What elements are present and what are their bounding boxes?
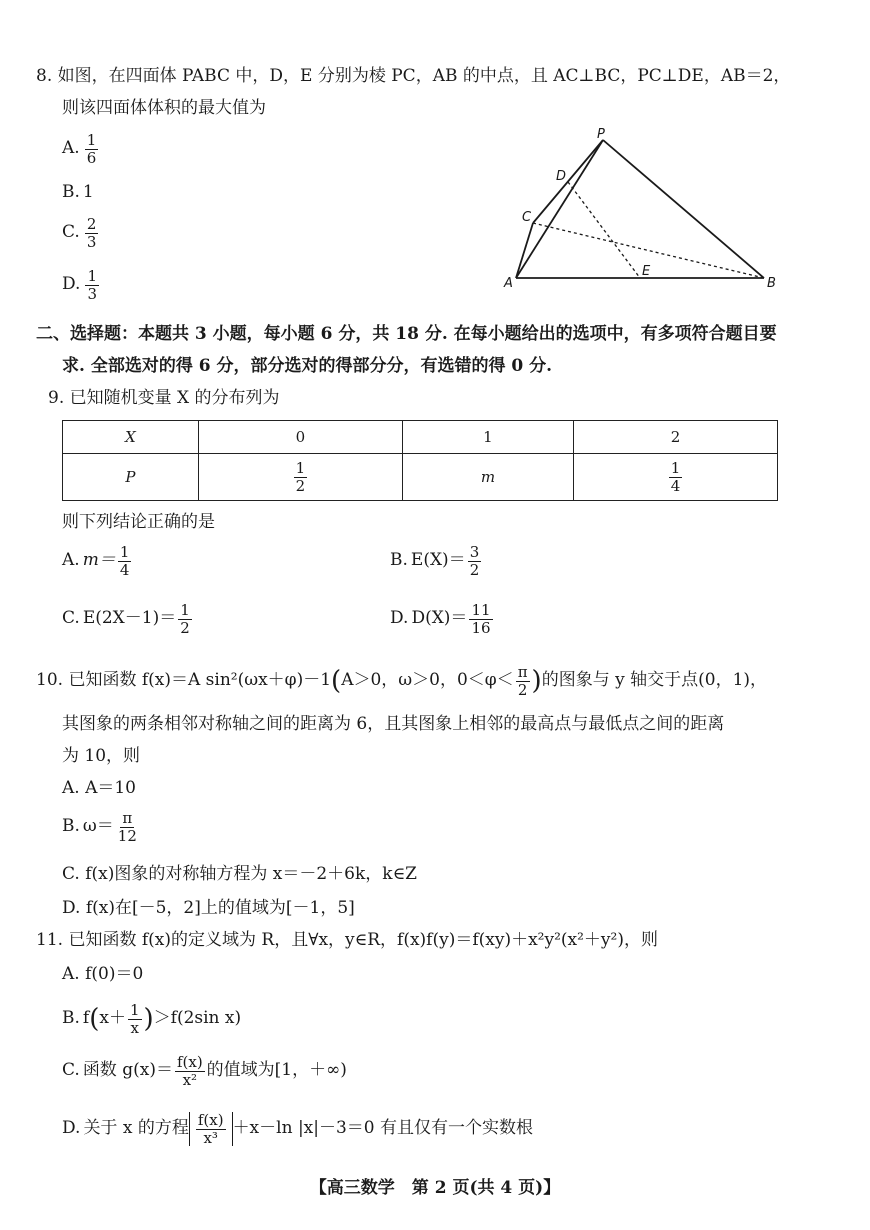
- fraction-den: 2: [295, 476, 306, 495]
- option-label: A.: [62, 138, 80, 159]
- label-p: P: [597, 127, 605, 142]
- tetrahedron-figure: [495, 125, 785, 295]
- option-label: A.: [62, 550, 80, 571]
- fraction-den: x: [130, 1018, 139, 1037]
- paren-open: (: [89, 1004, 100, 1034]
- table-row: [63, 421, 778, 454]
- fraction-den: 6: [86, 148, 97, 167]
- fraction: [85, 268, 99, 302]
- option-text: D(X)＝: [411, 608, 468, 629]
- option-label: D.: [62, 1118, 81, 1139]
- fraction-num: f(x): [197, 1111, 224, 1129]
- option-label: B.: [390, 550, 408, 571]
- q11-option-c: [62, 1054, 347, 1088]
- fraction-den: x³: [203, 1128, 218, 1147]
- fraction: [669, 460, 683, 494]
- fraction: [118, 544, 132, 578]
- option-text: ω＝: [82, 816, 114, 837]
- table-header-cell: 1: [402, 421, 573, 454]
- segment-de-hidden: [568, 182, 640, 278]
- option-label: D.: [62, 274, 81, 295]
- option-text: m＝: [82, 550, 116, 571]
- fraction: [469, 602, 492, 636]
- option-text: 的值域为[1，＋∞): [206, 1060, 347, 1081]
- q10-stem-post: 的图象与 y 轴交于点(0，1)，: [541, 670, 768, 691]
- fraction: [468, 544, 482, 578]
- q9-option-b: [390, 544, 483, 578]
- fraction-den: 2: [517, 680, 528, 699]
- q9-option-c: [62, 602, 194, 636]
- fraction-den: 12: [117, 826, 137, 845]
- edge-ca: [516, 223, 533, 278]
- label-a: A: [504, 276, 513, 291]
- table-cell: [573, 454, 777, 501]
- q11-option-a: A. f(0)＝0: [62, 964, 144, 984]
- fraction-den: 4: [670, 476, 681, 495]
- option-text: E(2X－1)＝: [82, 608, 177, 629]
- section2-line1: 二、选择题：本题共 3 小题，每小题 6 分，共 18 分. 在每小题给出的选项中，有多项符合题目要: [36, 324, 777, 344]
- fraction-num: 1: [670, 459, 681, 477]
- q8-option-a: [62, 132, 100, 166]
- q10-stem-line2: 其图象的两条相邻对称轴之间的距离为 6，且其图象上相邻的最高点与最低点之间的距离: [62, 714, 725, 734]
- table-row: [63, 454, 778, 501]
- q8-option-c: [62, 216, 100, 250]
- paren-open: (: [331, 666, 342, 696]
- q8-option-b: [62, 182, 94, 203]
- edge-pc: [533, 140, 603, 223]
- option-label: B.: [62, 182, 80, 202]
- edge-pb: [603, 140, 764, 278]
- fraction-num: 1: [86, 131, 97, 149]
- q9-option-d: [390, 602, 495, 636]
- distribution-table: [62, 420, 778, 501]
- fraction-den: x²: [182, 1070, 198, 1089]
- edge-ap: [516, 140, 603, 278]
- table-cell: [198, 454, 402, 501]
- fraction: [196, 1112, 226, 1146]
- fraction-num: 3: [469, 543, 480, 561]
- absolute-value: [189, 1112, 233, 1146]
- q8-stem-line1: 8. 如图，在四面体 PABC 中，D，E 分别为棱 PC，AB 的中点，且 AC⊥BC，PC⊥DE，AB＝2，: [36, 66, 791, 86]
- q10-stem-line3: 为 10，则: [62, 746, 141, 766]
- q10-option-d: D. f(x)在[－5，2]上的值域为[－1，5]: [62, 898, 355, 918]
- q9-prompt: 则下列结论正确的是: [62, 512, 215, 532]
- fraction-num: 1: [119, 543, 130, 561]
- q8-option-d: [62, 268, 101, 302]
- option-label: D.: [390, 608, 409, 629]
- table-cell: m: [402, 454, 573, 501]
- fraction-num: 11: [471, 601, 491, 619]
- fraction-den: 3: [86, 232, 97, 251]
- fraction-num: π: [122, 809, 133, 827]
- fraction: [178, 602, 192, 636]
- q9-option-a: [62, 544, 133, 578]
- table-cell: P: [63, 454, 199, 501]
- option-text: f: [82, 1008, 90, 1029]
- table-header-cell: 2: [573, 421, 777, 454]
- section2-line2: 求. 全部选对的得 6 分，部分选对的得部分分，有选错的得 0 分.: [62, 356, 553, 376]
- option-label: B.: [62, 816, 80, 837]
- option-text: x＋: [99, 1008, 126, 1029]
- option-label: B.: [62, 1008, 80, 1029]
- fraction-den: 4: [119, 560, 130, 579]
- fraction: [85, 216, 99, 250]
- option-text: 关于 x 的方程: [83, 1118, 189, 1139]
- fraction: [116, 810, 139, 844]
- q8-stem-line2: 则该四面体体积的最大值为: [62, 98, 266, 118]
- fraction-den: 16: [471, 618, 491, 637]
- paren-close: ): [531, 666, 542, 696]
- fraction-den: 2: [180, 618, 190, 637]
- fraction: [128, 1002, 142, 1036]
- q10-stem-line1: [36, 664, 767, 698]
- option-text: E(X)＝: [410, 550, 466, 571]
- q11-option-b: [62, 1002, 241, 1036]
- q10-option-c: C. f(x)图象的对称轴方程为 x＝－2＋6k，k∈Z: [62, 864, 417, 884]
- option-label: C.: [62, 222, 80, 243]
- option-text: ＞f(2sin x): [153, 1008, 242, 1029]
- fraction-num: 1: [87, 267, 97, 285]
- fraction: [294, 460, 308, 494]
- fraction: [85, 132, 99, 166]
- table-header-cell: 0: [198, 421, 402, 454]
- option-text: 1: [82, 182, 94, 202]
- label-c: C: [522, 210, 532, 225]
- label-b: B: [767, 276, 776, 291]
- option-label: C.: [62, 608, 80, 629]
- fraction-num: 1: [180, 601, 190, 619]
- q9-stem: 9. 已知随机变量 X 的分布列为: [48, 388, 280, 408]
- label-e: E: [642, 264, 651, 279]
- fraction-num: 1: [129, 1001, 140, 1019]
- q11-stem: 11. 已知函数 f(x)的定义域为 R，且∀x，y∈R，f(x)f(y)＝f(xy)＋x²y²(x²＋y²)，则: [36, 930, 658, 950]
- option-text: 函数 g(x)＝: [82, 1060, 173, 1081]
- fraction-num: 2: [86, 215, 97, 233]
- q10-option-b: [62, 810, 141, 844]
- q10-condition: A＞0，ω＞0，0＜φ＜: [341, 670, 514, 691]
- page-footer: 【高三数学 第 2 页(共 4 页)】: [309, 1178, 561, 1198]
- q11-option-d: [62, 1112, 533, 1146]
- fraction-num: f(x): [176, 1053, 203, 1071]
- fraction-num: π: [517, 663, 528, 681]
- fraction-den: 2: [469, 560, 480, 579]
- fraction-num: 1: [295, 459, 306, 477]
- fraction: [175, 1054, 205, 1088]
- q10-stem-pre: 10. 已知函数 f(x)＝A sin²(ωx＋φ)－1: [36, 670, 332, 691]
- table-header-cell: X: [63, 421, 199, 454]
- option-text: ＋x－ln |x|－3＝0 有且仅有一个实数根: [232, 1118, 534, 1139]
- fraction-den: 3: [87, 284, 97, 303]
- option-label: C.: [62, 1060, 80, 1081]
- q10-option-a: A. A＝10: [62, 778, 136, 798]
- paren-close: ): [143, 1004, 154, 1034]
- label-d: D: [556, 169, 567, 184]
- fraction: [516, 664, 530, 698]
